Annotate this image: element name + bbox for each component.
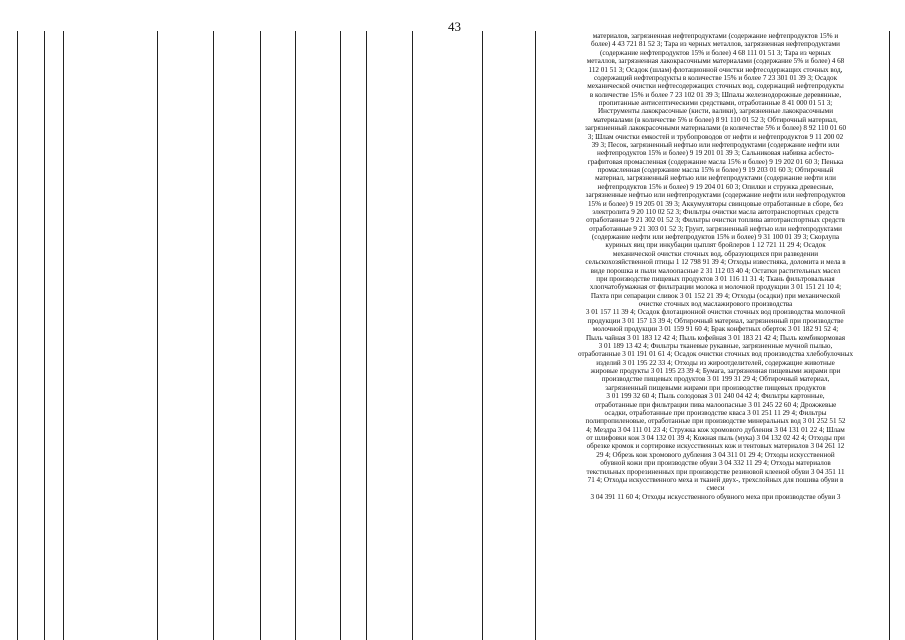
text-line: в количестве 15% и более 7 23 102 01 39 3; Шпалы железнодорожные деревянные, — [589, 90, 842, 99]
text-line: загрязненный лакокрасочными материалами (в количестве 5% и более) 8 92 110 01 60 — [584, 124, 847, 133]
text-line: молочной продукции 3 01 159 91 60 4; Брак конфетных оберток 3 01 182 91 52 4; — [592, 325, 839, 334]
text-line: изделий 3 01 195 22 33 4; Отходы из жироотделителей, содержащие животные — [596, 358, 835, 367]
text-line: отработанные 3 01 191 01 61 4; Осадок очистки сточных вод производства хлебобулочных — [577, 350, 854, 359]
text-line: куриных яиц при инкубации цыплят бройлеров 1 12 721 11 29 4; Осадок — [605, 241, 826, 250]
text-line: обувной кожи при производстве обуви 3 04 332 11 29 4; Отходы материалов — [600, 459, 831, 468]
page-number: 43 — [448, 19, 461, 34]
column-divider — [366, 31, 367, 640]
text-line: текстильных прорезиненных при производстве резиновой клееной обуви 3 04 351 11 — [586, 467, 845, 476]
text-line: осадки, отработанные при производстве кваса 3 01 251 11 29 4; Фильтры — [604, 408, 827, 417]
column-divider — [157, 31, 158, 640]
text-line: отработанные при фильтрации пива малоопасные 3 01 245 22 60 4; Дрожжевые — [594, 400, 837, 409]
text-line: 3 01 157 11 39 4; Осадок флотационной очистки сточных вод производства молочной — [585, 308, 846, 317]
text-line: хлопчатобумажная от фильтрации молока и молочной продукции 3 01 151 21 10 4; — [589, 283, 842, 292]
text-line: 29 4; Обрезь кож хромового дубления 3 04 311 01 29 4; Отходы искусственной — [596, 450, 835, 459]
text-line: 15% и более) 9 19 205 01 39 3; Аккумуляторы свинцовые отработанные в сборе, без — [587, 199, 843, 208]
text-line: 39 3; Песок, загрязненный нефтью или нефтепродуктами (содержание нефти или — [591, 140, 840, 149]
text-line: производстве пищевых продуктов 3 01 199 31 29 4; Обтирочный материал, — [601, 375, 830, 384]
text-line: смеси — [706, 484, 725, 493]
column-divider — [295, 31, 296, 640]
column-divider — [213, 31, 214, 640]
text-line: продукции 3 01 157 13 39 4; Обтирочный материал, загрязненный при производстве — [587, 316, 844, 325]
text-line: электролита 9 20 110 02 52 3; Фильтры очистки масла автотранспортных средств — [592, 207, 839, 216]
text-line: при производстве пищевых продуктов 3 01 116 11 31 4; Ткань фильтровальная — [596, 274, 835, 283]
text-line: загрязненный пищевыми жирами при производстве пищевых продуктов — [605, 383, 826, 392]
text-line: 3 04 391 11 60 4; Отходы искусственного обувного меха при производстве обуви 3 — [590, 492, 841, 501]
waste-list-cell — [543, 32, 888, 501]
text-line: материалами (в количестве 5% и более) 8 91 110 01 52 3; Обтирочный материал, — [593, 115, 838, 124]
text-line: нефтепродуктов 15% и более) 9 19 204 01 60 3; Опилки и стружка древесные, — [597, 182, 834, 191]
text-line: материал, загрязненный нефтью или нефтепродуктами (содержание нефти или — [595, 174, 836, 183]
text-line: Инструменты лакокрасочные (кисти, валики), загрязненные лакокрасочными — [597, 107, 834, 116]
text-line: очистке сточных вод маслажирового производства — [638, 300, 793, 308]
text-line: пропитанные антисептическими средствами, отработанные 8 41 000 01 51 3; — [598, 99, 833, 107]
text-line: промасленная (содержание масла 15% и более) 9 19 203 01 60 3; Обтирочный — [597, 166, 834, 174]
text-line: механической очистки нефтесодержащих сточных вод, содержащий нефтепродукты — [587, 82, 844, 91]
column-divider — [412, 31, 413, 640]
text-line: (содержание нефтепродуктов 15% и более) 4 68 111 01 51 3; Тара из черных — [600, 48, 831, 57]
text-line: отработанные 9 21 303 01 52 3; Грунт, загрязненный нефтью или нефтепродуктами — [589, 224, 842, 233]
text-line: сельскохозяйственной птицы 1 12 798 91 39 4; Отходы известняка, доломита и мела в — [585, 258, 846, 267]
column-divider — [482, 31, 483, 640]
text-line: материалов, загрязненная нефтепродуктами (содержание нефтепродуктов 15% и — [592, 32, 839, 40]
text-line: механической очистки сточных вод, образующихся при разведении — [612, 249, 819, 258]
text-line: 4; Мездра 3 04 111 01 23 4; Стружка кож хромового дубления 3 04 131 01 22 4; Шлам — [586, 425, 845, 434]
text-line: металлов, загрязненная лакокрасочными материалами (содержание 5% и более) 4 68 — [586, 57, 845, 66]
column-divider — [63, 31, 64, 640]
text-line: обрезке кромок и сортировке искусственных кож и тентовых материалов 3 04 261 12 — [586, 442, 845, 451]
text-line: 112 01 51 3; Осадок (шлам) флотационной очистки нефтесодержащих сточных вод, — [588, 65, 843, 74]
column-divider — [260, 31, 261, 640]
text-line: полипропиленовые, отработанные при производстве минеральных вод 3 01 252 51 52 — [585, 417, 846, 426]
text-line: графитовая промасленная (содержание масла 15% и более) 9 19 202 01 60 3; Пенька — [587, 157, 844, 166]
column-divider — [535, 31, 536, 640]
text-line: отработанные 9 21 302 01 52 3; Фильтры очистки топлива автотранспортных средств — [586, 216, 845, 225]
text-line: от шлифовки кож 3 04 132 01 39 4; Кожная пыль (мука) 3 04 132 02 42 4; Отходы при — [586, 434, 845, 442]
text-line: 3; Шлам очистки емкостей и трубопроводов от нефти и нефтепродуктов 9 11 200 02 — [587, 132, 844, 141]
text-line: 3 01 189 13 42 4; Фильтры тканевые рукавные, загрязненные мучной пылью, — [598, 341, 833, 350]
text-line: нефтепродуктов 15% и более) 9 19 201 01 39 3; Сальниковая набивка асбесто- — [597, 149, 834, 158]
text-line: 3 01 199 32 60 4; Пыль солодовая 3 01 240 04 42 4; Фильтры картонные, — [606, 392, 825, 401]
text-line: содержащий нефтепродукты в количестве 15% и более 7 23 301 01 39 3; Осадок — [593, 73, 838, 82]
text-line: жировые продукты 3 01 195 23 39 4; Бумага, загрязненная пищевыми жирами при — [590, 367, 841, 375]
text-line: виде порошка и пыли малоопасные 2 31 112 03 40 4; Остатки растительных масел — [590, 266, 841, 275]
text-line: Пахта при сепарации сливок 3 01 152 21 39 4; Отходы (осадки) при механической — [590, 291, 841, 300]
text-line: (содержание нефти или нефтепродуктов 15% и более) 9 31 100 01 39 3; Скорлупа — [591, 233, 840, 241]
text-line: Пыль чайная 3 01 183 12 42 4; Пыль кофейная 3 01 183 21 42 4; Пыль комбикормовая — [585, 333, 846, 342]
text-line: более) 4 43 721 81 52 3; Тара из черных металлов, загрязненная нефтепродуктами — [590, 40, 841, 49]
table-border-left — [17, 31, 18, 640]
table-border-right — [889, 31, 890, 640]
text-line: загрязненные нефтью или нефтепродуктами (содержание нефти или нефтепродуктов — [585, 191, 846, 200]
column-divider — [340, 31, 341, 640]
text-line: 71 4; Отходы искусственного меха и тканей двух-, трехслойных для пошива обуви в — [587, 475, 844, 484]
column-divider — [44, 31, 45, 640]
